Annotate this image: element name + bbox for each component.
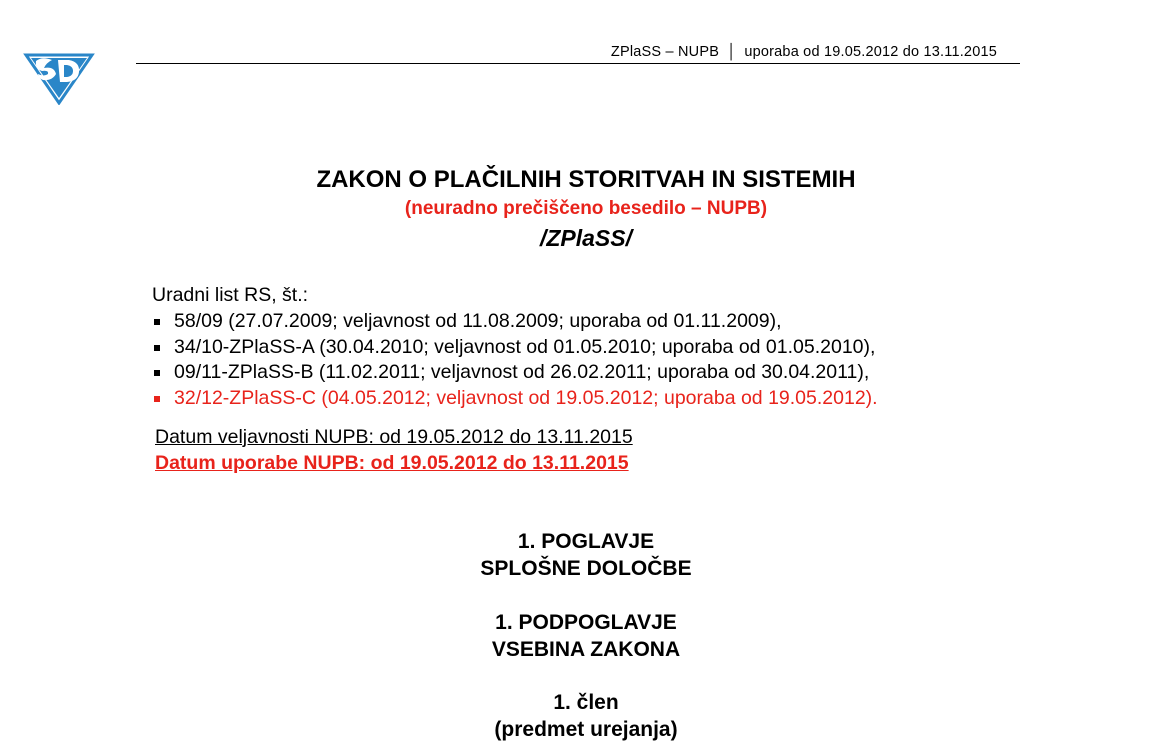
header-document: ZPlaSS – NUPB	[610, 44, 720, 60]
gazette-entry: 09/11-ZPlaSS-B (11.02.2011; veljavnost od 26.02.2011; uporaba od 30.04.2011),	[152, 360, 878, 386]
bullet-icon	[154, 396, 160, 402]
header-usage: uporaba od 19.05.2012 do 13.11.2015	[744, 44, 997, 60]
sd-shield-logo-icon	[22, 47, 96, 105]
law-title: ZAKON O PLAČILNIH STORITVAH IN SISTEMIH	[316, 166, 856, 193]
nupb-dates	[155, 424, 633, 476]
chapter-heading	[0, 528, 1157, 582]
bullet-icon	[154, 370, 160, 376]
usage-date: Datum uporabe NUPB: od 19.05.2012 do 13.11.2015	[155, 452, 629, 474]
article-number: 1. člen	[553, 691, 619, 714]
subchapter-heading	[0, 609, 1157, 663]
gazette-label: Uradni list RS, št.:	[152, 284, 309, 306]
official-gazette-block	[152, 283, 878, 411]
law-abbreviation: /ZPlaSS/	[539, 225, 633, 251]
gazette-entry: 58/09 (27.07.2009; veljavnost od 11.08.2009; uporaba od 01.11.2009),	[152, 309, 878, 335]
law-subtitle: (neuradno prečiščeno besedilo – NUPB)	[404, 198, 768, 219]
article-heading	[0, 689, 1157, 743]
validity-date: Datum veljavnosti NUPB: od 19.05.2012 do 13.11.2015	[155, 426, 633, 448]
article-name: (predmet urejanja)	[494, 718, 678, 741]
bullet-icon	[154, 319, 160, 325]
gazette-list	[152, 309, 878, 411]
bullet-icon	[154, 345, 160, 351]
chapter-name: SPLOŠNE DOLOČBE	[480, 557, 692, 580]
gazette-entry-current: 32/12-ZPlaSS-C (04.05.2012; veljavnost od 19.05.2012; uporaba od 19.05.2012).	[152, 386, 878, 412]
subchapter-number: 1. PODPOGLAVJE	[495, 611, 677, 634]
header-rule	[136, 63, 1020, 64]
running-header	[611, 44, 997, 60]
gazette-entry: 34/10-ZPlaSS-A (30.04.2010; veljavnost od 01.05.2010; uporaba od 01.05.2010),	[152, 335, 878, 361]
header-separator: │	[727, 44, 737, 60]
chapter-number: 1. POGLAVJE	[517, 530, 655, 553]
subchapter-name: VSEBINA ZAKONA	[491, 638, 681, 661]
